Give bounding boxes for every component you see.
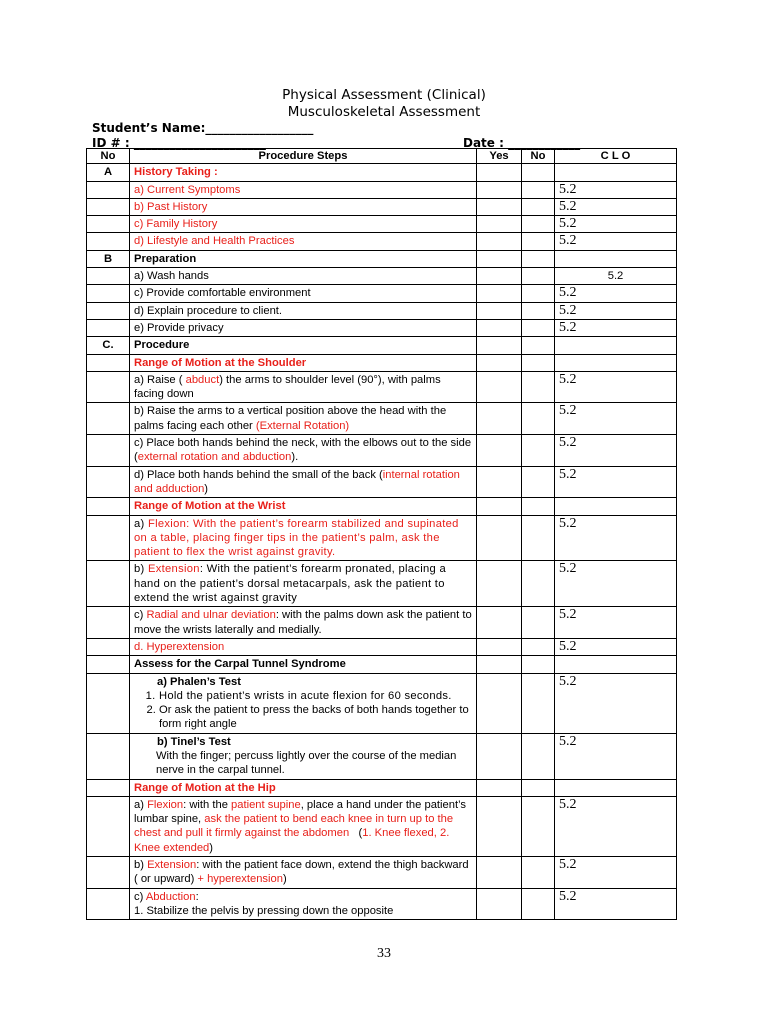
- clo-value: 5.2: [555, 673, 677, 733]
- yes-cell[interactable]: [477, 656, 522, 673]
- title-line-2: Musculoskeletal Assessment: [287, 104, 481, 120]
- yes-cell[interactable]: [477, 673, 522, 733]
- clo-value: 5.2: [555, 733, 677, 779]
- table-row: [87, 673, 677, 733]
- tinel-text: With the finger; percuss lightly over the course of the median nerve in the carpal tunnel.: [156, 749, 457, 777]
- table-row: [87, 337, 677, 354]
- table-row: [87, 515, 677, 561]
- no-cell[interactable]: [522, 857, 555, 889]
- step-text: b) Past History: [130, 198, 477, 215]
- step-text: c) Provide comfortable environment: [130, 285, 477, 302]
- yes-cell[interactable]: [477, 268, 522, 285]
- table-row: [87, 498, 677, 515]
- clo-value: 5.2: [555, 515, 677, 561]
- no-cell[interactable]: [522, 337, 555, 354]
- yes-cell[interactable]: [477, 403, 522, 435]
- clo-value: 5.2: [555, 638, 677, 655]
- step-text: a) Raise ( abduct) the arms to shoulder level (90°), with palms facing down: [130, 371, 477, 403]
- clo-value: 5.2: [555, 466, 677, 498]
- section-title: Procedure: [130, 337, 477, 354]
- yes-cell[interactable]: [477, 796, 522, 856]
- yes-cell[interactable]: [477, 198, 522, 215]
- table-row: [87, 561, 677, 607]
- table-row: [87, 164, 677, 181]
- no-cell[interactable]: [522, 435, 555, 467]
- no-cell[interactable]: [522, 498, 555, 515]
- yes-cell[interactable]: [477, 498, 522, 515]
- yes-cell[interactable]: [477, 354, 522, 371]
- no-cell[interactable]: [522, 888, 555, 920]
- step-text: d. Hyperextension: [130, 638, 477, 655]
- section-no: A: [87, 164, 130, 181]
- yes-cell[interactable]: [477, 607, 522, 639]
- table-row: [87, 302, 677, 319]
- section-title: Preparation: [130, 250, 477, 267]
- clo-value: 5.2: [555, 268, 677, 285]
- table-row: [87, 656, 677, 673]
- id-field: ID # : ______________________: [92, 136, 266, 150]
- clo-value: 5.2: [555, 233, 677, 250]
- no-cell[interactable]: [522, 319, 555, 336]
- no-cell[interactable]: [522, 607, 555, 639]
- no-cell[interactable]: [522, 216, 555, 233]
- col-clo: C L O: [555, 149, 677, 164]
- table-row: [87, 181, 677, 198]
- table-row: [87, 216, 677, 233]
- table-row: [87, 888, 677, 920]
- clo-value: 5.2: [555, 371, 677, 403]
- table-row: [87, 607, 677, 639]
- clo-value: 5.2: [555, 319, 677, 336]
- yes-cell[interactable]: [477, 561, 522, 607]
- clo-value: 5.2: [555, 857, 677, 889]
- no-cell[interactable]: [522, 198, 555, 215]
- yes-cell[interactable]: [477, 371, 522, 403]
- clo-value: 5.2: [555, 403, 677, 435]
- step-text: d) Lifestyle and Health Practices: [130, 233, 477, 250]
- clo-value: 5.2: [555, 198, 677, 215]
- step-text: a) Flexion: With the patient’s forearm stabilized and supinated on a table, placing finger tips in the patient’s palm, ask the patient to flex the wrist against gravity.: [130, 515, 477, 561]
- step-text: e) Provide privacy: [130, 319, 477, 336]
- step-text: d) Place both hands behind the small of the back (internal rotation and adduction): [130, 466, 477, 498]
- subsection-title: Range of Motion at the Wrist: [130, 498, 477, 515]
- clo-value: 5.2: [555, 216, 677, 233]
- assessment-table: [86, 148, 677, 920]
- table-header-row: [87, 149, 677, 164]
- table-row: [87, 198, 677, 215]
- table-row: [87, 733, 677, 779]
- phalen-steps: [134, 689, 472, 732]
- clo-value: 5.2: [555, 302, 677, 319]
- col-yes: Yes: [477, 149, 522, 164]
- yes-cell[interactable]: [477, 515, 522, 561]
- date-field: Date : ____________: [463, 136, 581, 150]
- step-text: d) Explain procedure to client.: [130, 302, 477, 319]
- no-cell[interactable]: [522, 638, 555, 655]
- no-cell[interactable]: [522, 466, 555, 498]
- step-text: b) Raise the arms to a vertical position above the head with the palms facing each other (External Rotation): [130, 403, 477, 435]
- no-cell[interactable]: [522, 250, 555, 267]
- step-text: c) Family History: [130, 216, 477, 233]
- table-row: [87, 796, 677, 856]
- clo-cell: [555, 354, 677, 371]
- clo-value: 5.2: [555, 181, 677, 198]
- clo-cell: [555, 779, 677, 796]
- yes-cell[interactable]: [477, 216, 522, 233]
- no-cell[interactable]: [522, 403, 555, 435]
- page-number: 33: [377, 946, 391, 961]
- section-title: History Taking :: [130, 164, 477, 181]
- no-cell[interactable]: [522, 673, 555, 733]
- yes-cell[interactable]: [477, 250, 522, 267]
- phalen-title: a) Phalen’s Test: [157, 675, 241, 688]
- list-item: 1. Hold the patient’s wrists in acute flexion for 60 seconds.: [159, 689, 472, 703]
- col-no: No: [87, 149, 130, 164]
- no-cell[interactable]: [522, 233, 555, 250]
- step-text: b) Extension: With the patient’s forearm pronated, placing a hand on the patient’s dorsal metacarpals, ask the patient to extend the wrist against gravity: [130, 561, 477, 607]
- table-row: [87, 435, 677, 467]
- table-row: [87, 779, 677, 796]
- yes-cell[interactable]: [477, 164, 522, 181]
- col-procedure: Procedure Steps: [130, 149, 477, 164]
- table-row: [87, 466, 677, 498]
- no-cell[interactable]: [522, 181, 555, 198]
- no-cell[interactable]: [522, 779, 555, 796]
- clo-value: 5.2: [555, 796, 677, 856]
- table-row: [87, 638, 677, 655]
- no-cell[interactable]: [522, 796, 555, 856]
- table-row: [87, 319, 677, 336]
- clo-value: 5.2: [555, 435, 677, 467]
- no-cell[interactable]: [522, 354, 555, 371]
- clo-value: 5.2: [555, 285, 677, 302]
- yes-cell[interactable]: [477, 466, 522, 498]
- title-line-1: Physical Assessment (Clinical): [282, 87, 486, 103]
- no-cell[interactable]: [522, 268, 555, 285]
- no-cell[interactable]: [522, 285, 555, 302]
- table-row: [87, 354, 677, 371]
- no-cell[interactable]: [522, 164, 555, 181]
- step-text: a) Flexion: with the patient supine, place a hand under the patient’s lumbar spine, ask the patient to bend each knee in turn up to the chest and pull it firmly against the abdomen (1. Knee flexed, 2. Knee extended): [130, 796, 477, 856]
- subsection-title: Assess for the Carpal Tunnel Syndrome: [130, 656, 477, 673]
- student-name-field: Student’s Name:__________________: [92, 121, 314, 135]
- step-text: a) Current Symptoms: [130, 181, 477, 198]
- yes-cell[interactable]: [477, 337, 522, 354]
- yes-cell[interactable]: [477, 181, 522, 198]
- step-text: c) Radial and ulnar deviation: with the palms down ask the patient to move the wrists laterally and medially.: [130, 607, 477, 639]
- yes-cell[interactable]: [477, 638, 522, 655]
- table-row: [87, 285, 677, 302]
- yes-cell[interactable]: [477, 435, 522, 467]
- no-cell[interactable]: [522, 656, 555, 673]
- clo-cell: [555, 164, 677, 181]
- table-row: [87, 403, 677, 435]
- no-cell[interactable]: [522, 302, 555, 319]
- table-row: [87, 857, 677, 889]
- section-no: B: [87, 250, 130, 267]
- yes-cell[interactable]: [477, 233, 522, 250]
- subsection-title: Range of Motion at the Shoulder: [130, 354, 477, 371]
- table-row: [87, 250, 677, 267]
- clo-value: 5.2: [555, 888, 677, 920]
- step-text: c) Place both hands behind the neck, with the elbows out to the side (external rotation and abduction).: [130, 435, 477, 467]
- no-cell[interactable]: [522, 371, 555, 403]
- section-no: C.: [87, 337, 130, 354]
- step-text: a) Wash hands: [130, 268, 477, 285]
- yes-cell[interactable]: [477, 857, 522, 889]
- no-cell[interactable]: [522, 733, 555, 779]
- step-text: c) Abduction: 1. Stabilize the pelvis by pressing down the opposite: [130, 888, 477, 920]
- clo-cell: [555, 337, 677, 354]
- subsection-title: Range of Motion at the Hip: [130, 779, 477, 796]
- col-no-check: No: [522, 149, 555, 164]
- clo-cell: [555, 250, 677, 267]
- table-row: [87, 371, 677, 403]
- yes-cell[interactable]: [477, 319, 522, 336]
- step-text: b) Extension: with the patient face down, extend the thigh backward ( or upward) + hyperextension): [130, 857, 477, 889]
- table-row: [87, 268, 677, 285]
- clo-value: 5.2: [555, 561, 677, 607]
- clo-cell: [555, 498, 677, 515]
- step-text: [130, 673, 477, 733]
- yes-cell[interactable]: [477, 779, 522, 796]
- yes-cell[interactable]: [477, 888, 522, 920]
- clo-value: 5.2: [555, 607, 677, 639]
- yes-cell[interactable]: [477, 285, 522, 302]
- clo-cell: [555, 656, 677, 673]
- step-text: [130, 733, 477, 779]
- yes-cell[interactable]: [477, 733, 522, 779]
- list-item: 2. Or ask the patient to press the backs of both hands together to form right angle: [159, 703, 472, 732]
- no-cell[interactable]: [522, 561, 555, 607]
- table-row: [87, 233, 677, 250]
- yes-cell[interactable]: [477, 302, 522, 319]
- no-cell[interactable]: [522, 515, 555, 561]
- tinel-title: b) Tinel’s Test: [157, 735, 231, 748]
